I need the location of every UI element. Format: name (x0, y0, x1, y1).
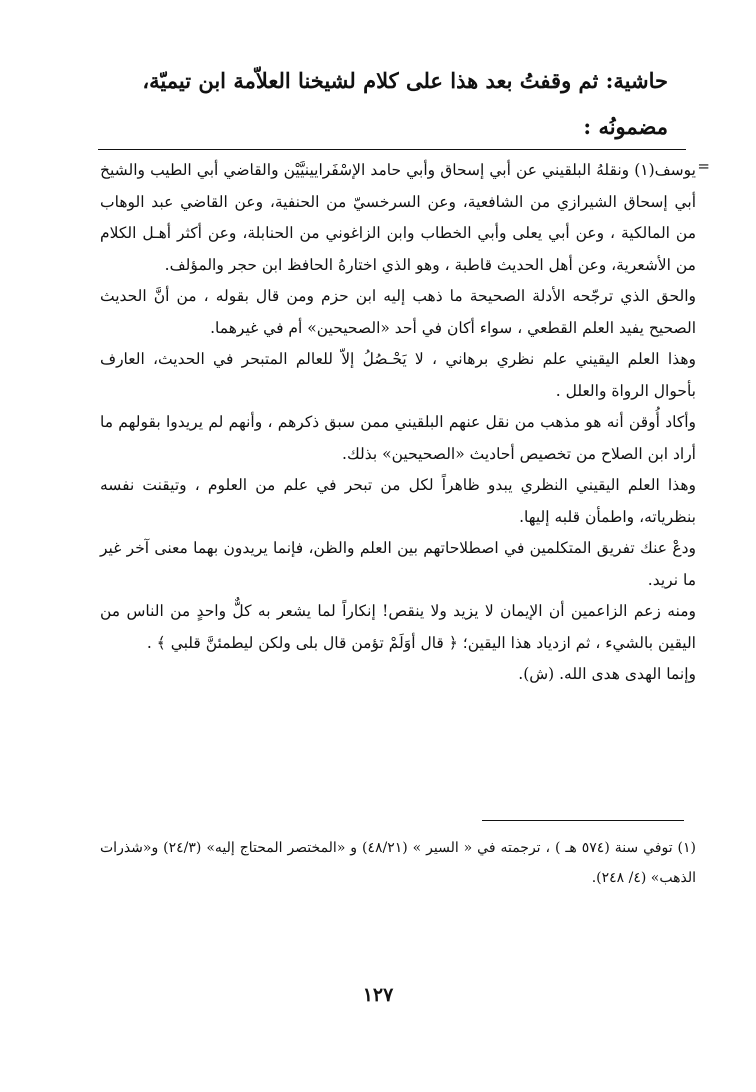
marginal-note-header (70, 58, 668, 150)
paragraph: وهذا العلم اليقيني النظري يبدو ظاهراً لكل من تبحر في علم من العلوم ، وتيقنت نفسه بنظرياته، واطمأن قلبه إليها. (100, 476, 696, 526)
footnote: (١) توفي سنة (٥٧٤ هـ ) ، ترجمته في « السير » (٤٨/٢١) و «المختصر المحتاج إليه» (٢٤/٣) و«شذرات الذهب» (٤/ ٢٤٨). (100, 840, 696, 886)
paragraph: وأكاد أُوقن أنه هو مذهب من نقل عنهم البلقيني ممن سبق ذكرهم ، وأنهم لم يريدوا بقولهم ما أراد ابن الصلاح من تخصيص أحاديث «الصحيحين» بذلك. (100, 413, 696, 463)
paragraph: يوسف(١) ونقلهُ البلقيني عن أبي إسحاق وأبي حامد الإسْفَرايينيَّيْن والقاضي أبي الطيب والشيخ أبي إسحاق الشيرازي من الشافعية، وعن السرخسيّ من الحنفية، وعن القاضي عبد الوهاب من المالكية ، وعن أبي يعلى وأبي الخطاب وابن الزاغوني من الحنابلة، وعن أكثر أهـل الكلام من الأشعرية، وعن أهل الحديث قاطبة ، وهو الذي اختارهُ الحافظ ابن حجر والمؤلف. (100, 161, 696, 274)
paragraph: وهذا العلم اليقيني علم نظري برهاني ، لا يَحْـصُلُ إلاّ للعالم المتبحر في الحديث، العارف بأحوال الرواة والعلل . (100, 350, 696, 400)
note-heading-text: ثم وقفتُ بعد هذا على كلام لشيخنا العلاّمة ابن تيميّة، مضمونُه : (142, 68, 668, 139)
footnotes (100, 833, 696, 893)
page-number: ١٢٧ (362, 984, 394, 1006)
paragraph: ودعْ عنك تفريق المتكلمين في اصطلاحاتهم بين العلم والظن، فإنما يريدون بهما معنى آخر غير ما نريد. (100, 539, 696, 589)
note-label: حاشية: (605, 68, 668, 93)
main-text (100, 155, 710, 691)
footnote-divider (482, 820, 684, 821)
paragraph: ومنه زعم الزاعمين أن الإيمان لا يزيد ولا ينقص! إنكاراً لما يشعر به كلٌّ واحدٍ من الناس من اليقين بالشيء ، ثم ازدياد هذا اليقين؛ ﴿ قال أوَلَمْ تؤمن قال بلى ولكن ليطمئنَّ قلبي ﴾ . (100, 602, 696, 652)
paragraph: والحق الذي ترجّحه الأدلة الصحيحة ما ذهب إليه ابن حزم ومن قال بقوله ، من أنَّ الحديث الصحيح يفيد العلم القطعي ، سواء أكان في أحد «الصحيحين» أم في غيرهما. (100, 287, 696, 337)
header-divider (98, 149, 686, 150)
paragraph: وإنما الهدى هدى الله. (ش). (518, 665, 696, 683)
continuation-mark: = (697, 157, 710, 175)
